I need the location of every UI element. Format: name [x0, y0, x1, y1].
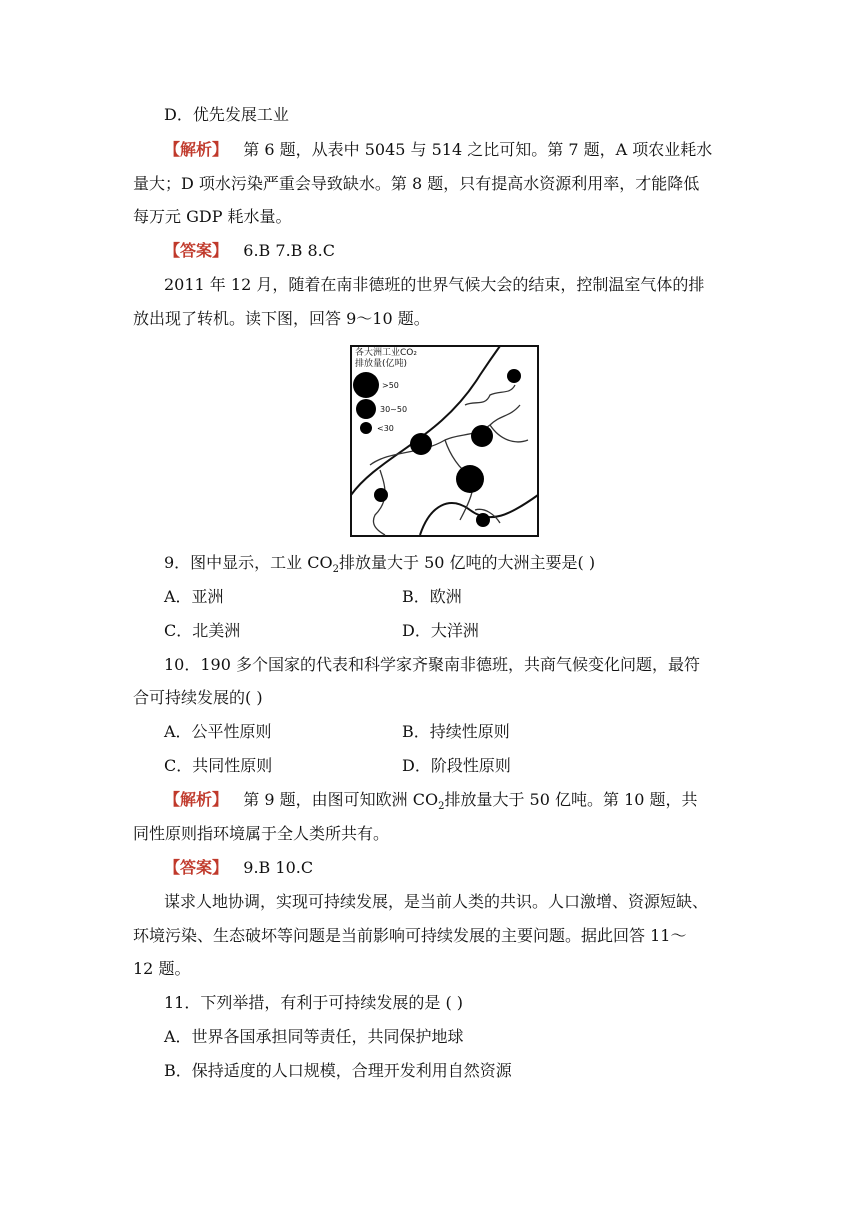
q5-option-d: D．优先发展工业: [164, 105, 289, 124]
analysis-2-sub: 2: [438, 801, 445, 813]
answer-2: [164, 856, 313, 880]
q10-option-d: D．阶段性原则: [402, 756, 511, 775]
answer-2-text: 9.B 10.C: [243, 858, 314, 877]
q9-stem-a: 9．图中显示，工业 CO: [164, 553, 333, 572]
legend-label-medium: 30~50: [380, 405, 408, 414]
analysis-2-line1: [164, 788, 698, 819]
analysis-1-line1: [164, 138, 712, 162]
q11-option-a: A．世界各国承担同等责任，共同保护地球: [164, 1027, 464, 1046]
analysis-2-text-b: 排放量大于 50 亿吨。第 10 题，共: [444, 790, 698, 809]
legend-title-1: 各大洲工业CO₂: [355, 348, 417, 358]
q11-option-b: B．保持适度的人口规模，合理开发利用自然资源: [164, 1061, 512, 1080]
q10-option-b: B．持续性原则: [402, 722, 510, 741]
co2-map-svg: [350, 345, 539, 537]
intro-2-line2: 放出现了转机。读下图，回答 9～10 题。: [133, 309, 430, 328]
legend-title-2: 排放量(亿吨): [355, 359, 408, 369]
analysis-2-text-a: 第 9 题，由图可知欧洲 CO: [243, 790, 439, 809]
intro-3-line2: 环境污染、生态破坏等问题是当前影响可持续发展的主要问题。据此回答 11～: [133, 926, 687, 945]
analysis-2-line2: 同性原则指环境属于全人类所共有。: [133, 824, 390, 843]
intro-3-line1: 谋求人地协调，实现可持续发展，是当前人类的共识。人口激增、资源短缺、: [164, 892, 709, 911]
analysis-1-text: 第 6 题，从表中 5045 与 514 之比可知。第 7 题，A 项农业耗水: [243, 140, 713, 159]
answer-1: [164, 239, 335, 263]
analysis-2-tag: 【解析】: [164, 790, 229, 809]
q10-option-a: A．公平性原则: [164, 722, 272, 741]
intro-2-line1: 2011 年 12 月，随着在南非德班的世界气候大会的结束，控制温室气体的排: [164, 275, 705, 294]
q9-option-b: B．欧洲: [402, 587, 462, 606]
emission-circle-europe: [410, 433, 432, 455]
emission-circle-south: [476, 513, 490, 527]
legend-medium-circle: [356, 399, 376, 419]
emission-circle-asia: [471, 425, 493, 447]
q9-stem-b: 排放量大于 50 亿吨的大洲主要是( ): [339, 553, 596, 572]
emission-circle-west: [374, 488, 388, 502]
q9-option-c: C．北美洲: [164, 621, 241, 640]
legend-label-small: <30: [377, 424, 394, 433]
emission-circle-large: [456, 465, 484, 493]
answer-1-text: 6.B 7.B 8.C: [243, 241, 336, 260]
q9-stem: [164, 551, 595, 582]
q9-option-d: D．大洋洲: [402, 621, 479, 640]
answer-tag: 【答案】: [164, 241, 229, 260]
q10-line2: 合可持续发展的( ): [133, 688, 263, 707]
analysis-tag: 【解析】: [164, 140, 229, 159]
q9-option-a: A．亚洲: [164, 587, 224, 606]
answer-2-tag: 【答案】: [164, 858, 229, 877]
legend-small-circle: [360, 422, 372, 434]
q10-option-c: C．共同性原则: [164, 756, 273, 775]
emission-circle-east-asia-north: [507, 369, 521, 383]
legend-label-large: >50: [382, 381, 399, 390]
analysis-1-line2: 量大；D 项水污染严重会导致缺水。第 8 题，只有提高水资源利用率，才能降低: [133, 174, 700, 193]
co2-emission-map: [350, 345, 539, 537]
legend-large-circle: [353, 372, 379, 398]
q9-stem-sub: 2: [332, 564, 340, 576]
q10-line1: 10．190 多个国家的代表和科学家齐聚南非德班，共商气候变化问题，最符: [164, 655, 700, 674]
intro-3-line3: 12 题。: [133, 959, 191, 978]
analysis-1-line3: 每万元 GDP 耗水量。: [133, 207, 292, 226]
q11-stem: 11．下列举措，有利于可持续发展的是 ( ): [164, 993, 464, 1012]
